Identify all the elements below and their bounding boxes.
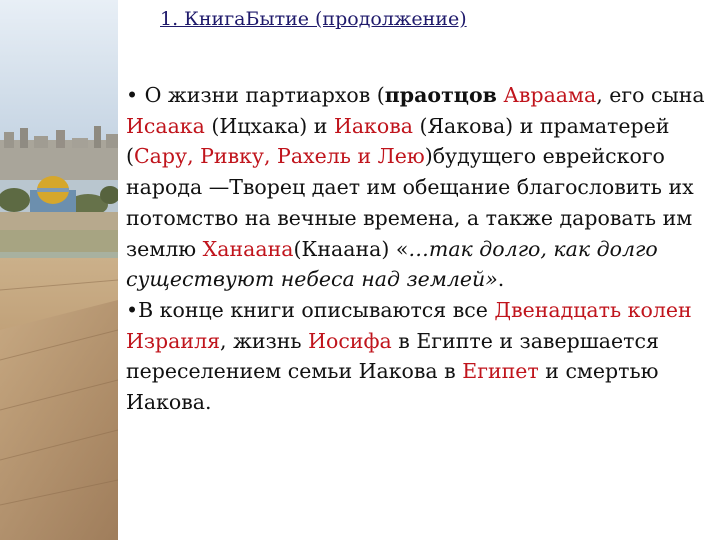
text-segment: . [497,267,505,292]
quote-italic: …так долго, как долго существуют небеса над землей» [126,236,658,292]
text-segment: и смертью Иакова. [126,359,659,415]
name-iosif: Иосифа [308,328,392,353]
text-segment: (Яакова) и праматерей ( [126,113,670,169]
term-twelve-tribes: Двенадцать колен Израиля [126,297,692,353]
name-hanaan: Ханаана [202,236,294,261]
bullet-marker: • [126,83,145,107]
text-segment: в Египте и завершается переселением семьи Иакова в [126,328,659,384]
bullet-marker: • [126,297,139,322]
name-avraam: Авраама [503,83,597,107]
text-segment: (Ицхака) и [204,113,334,138]
text-segment: В конце книги описываются все [138,297,495,322]
name-iakov: Иакова [333,113,413,138]
text-segment: )будущего еврейского народа —Творец дает им обещание благословить их потомство на вечные времена, а также даровать им землю [126,144,694,261]
slide-title: 1. КнигаБытие (продолжение) [160,8,467,30]
text-segment: , его сына [596,83,705,107]
name-isaak: Исаака [126,113,205,138]
jerusalem-photo-illustration [0,0,118,540]
bullet-paragraph-end-of-book [126,295,714,418]
bullet-paragraph-patriarchs [126,80,714,295]
names-matriarchs: Сару, Ривку, Рахель и Лею [134,144,425,169]
text-segment: , жизнь [220,328,309,353]
text-segment: (Кнаана) « [293,236,409,261]
name-egipet: Египет [462,359,539,384]
text-segment: О жизни партиархов ( [144,83,385,107]
term-praotcov: праотцов [384,83,497,107]
jerusalem-photo [0,0,118,540]
slide-body [126,80,714,418]
